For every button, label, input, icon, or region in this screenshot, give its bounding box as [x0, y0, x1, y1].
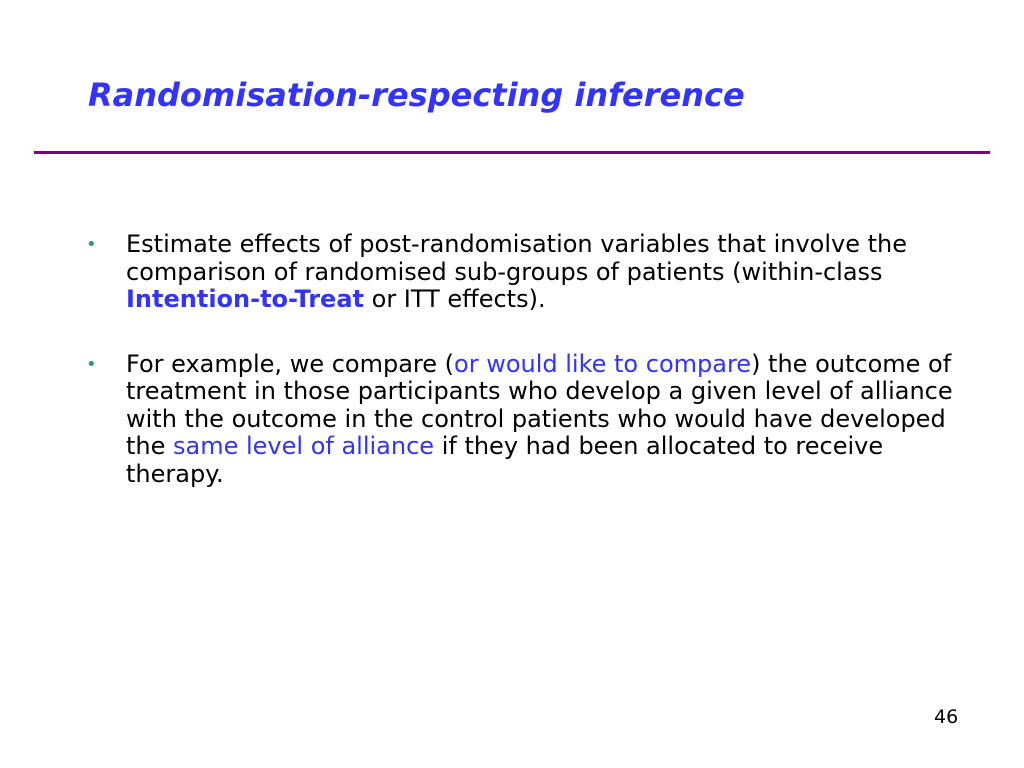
bullet-text: For example, we compare ( [126, 349, 455, 378]
bullet-dot-icon: • [86, 353, 97, 375]
title-divider [34, 151, 990, 154]
emphasis-term: Intention-to-Treat [126, 285, 364, 313]
bullet-text: or ITT effects). [364, 285, 546, 313]
page-number: 46 [934, 706, 959, 728]
bullet-text: ) the outcome of treatment in those participants who develop a given level of alliance with the outcome in the control patients who would have developed the [126, 349, 953, 460]
highlighted-phrase: or would like to compare [454, 349, 752, 378]
bullet-dot-icon: • [86, 234, 97, 255]
bullet-list [86, 231, 966, 525]
slide-title: Randomisation-respecting inference [88, 76, 745, 114]
bullet-text: if they had been allocated to receive therapy. [126, 432, 884, 488]
bullet-text: Estimate effects of post-randomisation variables that involve the comparison of randomised sub-groups of patients (within-class [126, 230, 907, 286]
bullet-item [86, 231, 966, 314]
bullet-item [86, 351, 966, 489]
highlighted-phrase: same level of alliance [173, 432, 435, 460]
